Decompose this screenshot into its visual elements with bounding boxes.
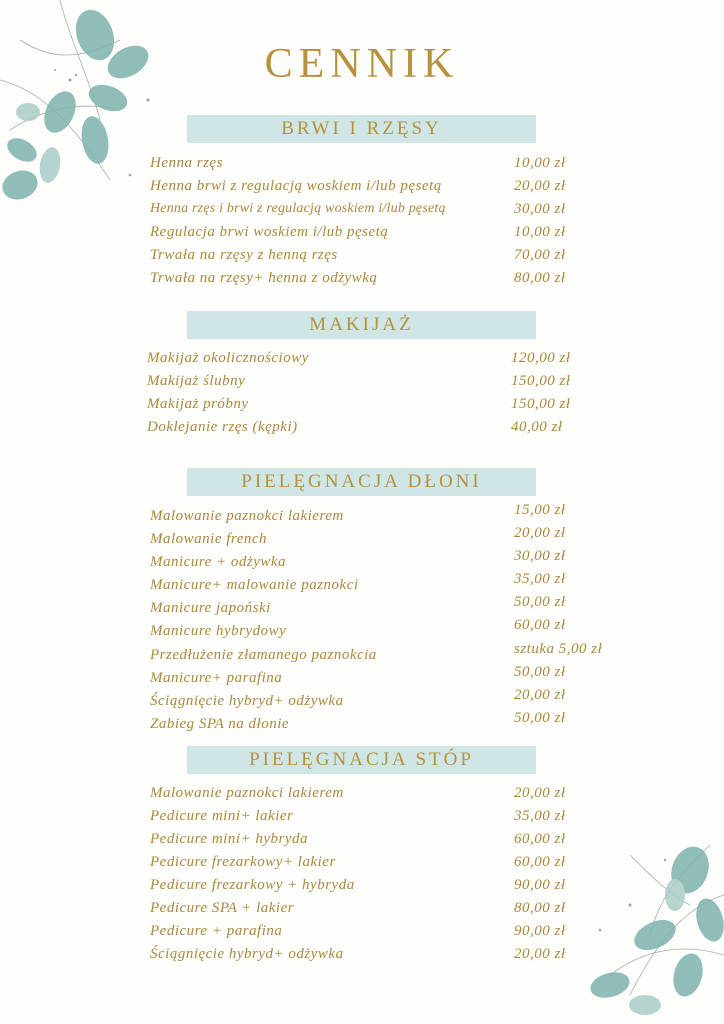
service-price: 80,00 zł	[514, 270, 566, 286]
eucalyptus-bottom-right-decoration	[570, 835, 724, 1024]
service-name: Makijaż okolicznościowy	[147, 350, 309, 366]
service-name: Ściągnięcie hybryd+ odżywka	[150, 946, 344, 962]
service-price: 80,00 zł	[514, 900, 566, 916]
service-name: Manicure japoński	[150, 600, 271, 616]
service-name: Manicure + odżywka	[150, 554, 287, 570]
page-title: CENNIK	[264, 41, 460, 87]
service-name: Doklejanie rzęs (kępki)	[147, 419, 298, 435]
service-price: 20,00 zł	[514, 785, 566, 801]
service-price: 50,00 zł	[514, 710, 566, 726]
service-name: Henna brwi z regulacją woskiem i/lub pęsetą	[150, 178, 442, 194]
service-price: 35,00 zł	[514, 808, 566, 824]
service-name: Malowanie french	[150, 531, 268, 547]
service-price: 60,00 zł	[514, 617, 566, 633]
service-name: Malowanie paznokci lakierem	[150, 785, 344, 801]
service-price: 15,00 zł	[514, 502, 566, 518]
service-name: Manicure+ malowanie paznokci	[150, 577, 359, 593]
service-name: Regulacja brwi woskiem i/lub pęsetą	[150, 224, 389, 240]
service-name: Makijaż próbny	[147, 396, 249, 412]
service-name: Pedicure SPA + lakier	[150, 900, 295, 916]
service-price: 10,00 zł	[514, 155, 566, 171]
service-name: Manicure+ parafina	[150, 670, 283, 686]
service-price: 30,00 zł	[514, 548, 566, 564]
service-price: 150,00 zł	[511, 396, 571, 412]
service-price: 20,00 zł	[514, 946, 566, 962]
service-price: 50,00 zł	[514, 594, 566, 610]
service-price: 10,00 zł	[514, 224, 566, 240]
service-price: 60,00 zł	[514, 831, 566, 847]
service-price: 20,00 zł	[514, 178, 566, 194]
section-heading-foot-care: PIELĘGNACJA STÓP	[187, 746, 536, 774]
service-name: Trwała na rzęsy+ henna z odżywką	[150, 270, 378, 286]
section-heading-brows-lashes: BRWI I RZĘSY	[187, 115, 536, 143]
section-heading-makeup: MAKIJAŻ	[187, 311, 536, 339]
service-price: 90,00 zł	[514, 877, 566, 893]
service-name: Pedicure mini+ hybryda	[150, 831, 309, 847]
service-price: 20,00 zł	[514, 687, 566, 703]
service-name: Pedicure + parafina	[150, 923, 283, 939]
service-price: 35,00 zł	[514, 571, 566, 587]
service-name: Malowanie paznokci lakierem	[150, 508, 344, 524]
service-name: Henna rzęs i brwi z regulacją woskiem i/lub pęsetą	[150, 201, 446, 216]
service-price: 50,00 zł	[514, 664, 566, 680]
service-price: 20,00 zł	[514, 525, 566, 541]
service-price: sztuka 5,00 zł	[514, 641, 603, 657]
service-name: Pedicure frezarkowy + hybryda	[150, 877, 355, 893]
service-price: 90,00 zł	[514, 923, 566, 939]
service-price: 70,00 zł	[514, 247, 566, 263]
service-name: Henna rzęs	[150, 155, 223, 171]
service-price: 30,00 zł	[514, 201, 566, 217]
eucalyptus-top-left-decoration	[0, 0, 175, 215]
service-name: Pedicure mini+ lakier	[150, 808, 294, 824]
service-price: 60,00 zł	[514, 854, 566, 870]
service-name: Pedicure frezarkowy+ lakier	[150, 854, 336, 870]
service-name: Makijaż ślubny	[147, 373, 246, 389]
service-price: 40,00 zł	[511, 419, 563, 435]
service-name: Manicure hybrydowy	[150, 623, 287, 639]
service-price: 120,00 zł	[511, 350, 571, 366]
service-name: Ściągnięcie hybryd+ odżywka	[150, 693, 344, 709]
service-name: Trwała na rzęsy z henną rzęs	[150, 247, 338, 263]
section-heading-hand-care: PIELĘGNACJA DŁONI	[187, 468, 536, 496]
service-price: 150,00 zł	[511, 373, 571, 389]
service-name: Przedłużenie złamanego paznokcia	[150, 647, 377, 663]
service-name: Zabieg SPA na dłonie	[150, 716, 290, 732]
